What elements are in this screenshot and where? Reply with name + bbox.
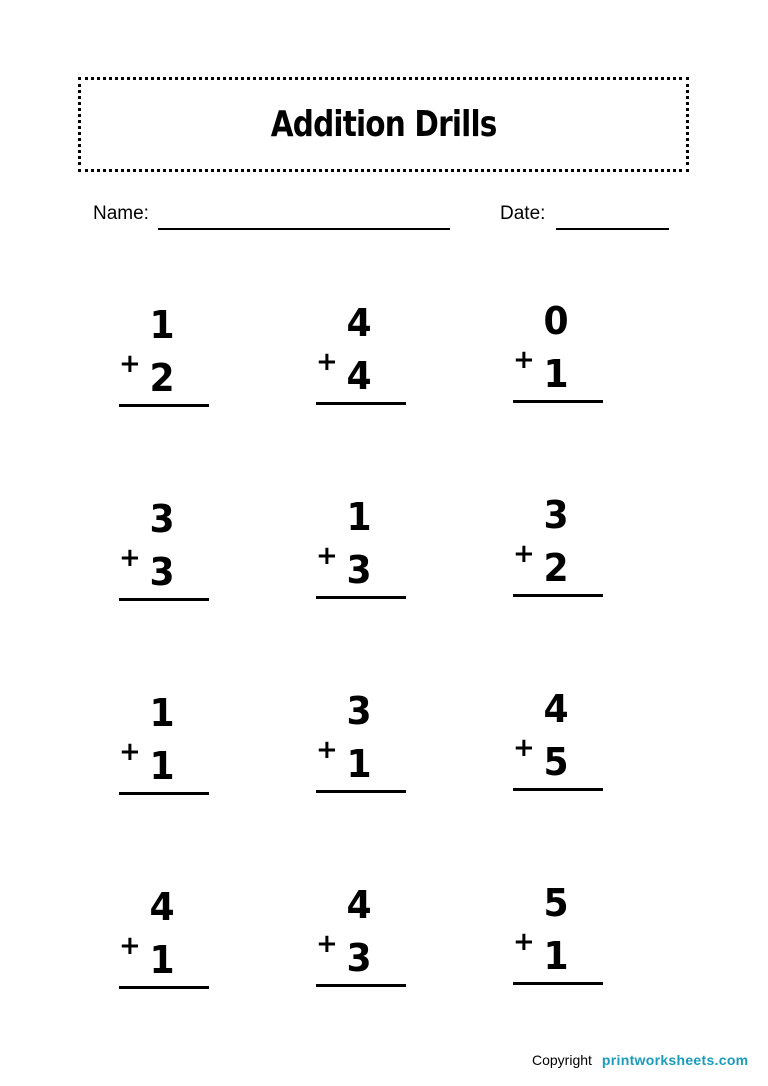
plus-sign: + bbox=[513, 539, 535, 569]
addend-bottom: 1 bbox=[543, 352, 569, 396]
answer-line[interactable] bbox=[119, 598, 209, 601]
answer-line[interactable] bbox=[513, 788, 603, 791]
problem-10 bbox=[119, 887, 219, 997]
addend-bottom: 1 bbox=[149, 938, 175, 982]
answer-line[interactable] bbox=[119, 404, 209, 407]
footer bbox=[532, 1052, 748, 1068]
addend-top: 4 bbox=[543, 687, 569, 731]
addend-bottom: 1 bbox=[346, 742, 372, 786]
addend-bottom: 3 bbox=[346, 548, 372, 592]
answer-line[interactable] bbox=[119, 986, 209, 989]
copyright-label: Copyright bbox=[532, 1052, 592, 1068]
answer-line[interactable] bbox=[513, 594, 603, 597]
problem-4 bbox=[119, 499, 219, 609]
brand-link[interactable]: printworksheets.com bbox=[601, 1052, 749, 1068]
plus-sign: + bbox=[119, 737, 141, 767]
addend-top: 4 bbox=[346, 301, 372, 345]
date-label: Date: bbox=[500, 203, 546, 224]
addend-bottom: 3 bbox=[149, 550, 175, 594]
addend-bottom: 3 bbox=[346, 936, 372, 980]
addend-top: 4 bbox=[346, 883, 372, 927]
addend-top: 1 bbox=[149, 303, 175, 347]
addend-top: 0 bbox=[543, 299, 569, 343]
answer-line[interactable] bbox=[316, 984, 406, 987]
addend-bottom: 1 bbox=[543, 934, 569, 978]
answer-line[interactable] bbox=[316, 790, 406, 793]
plus-sign: + bbox=[316, 347, 338, 377]
addend-bottom: 4 bbox=[346, 354, 372, 398]
problem-6 bbox=[513, 495, 613, 605]
addend-top: 4 bbox=[149, 885, 175, 929]
answer-line[interactable] bbox=[513, 982, 603, 985]
addend-bottom: 2 bbox=[543, 546, 569, 590]
problem-2 bbox=[316, 303, 416, 413]
problem-1 bbox=[119, 305, 219, 415]
answer-line[interactable] bbox=[513, 400, 603, 403]
problem-7 bbox=[119, 693, 219, 803]
addend-bottom: 2 bbox=[149, 356, 175, 400]
problem-11 bbox=[316, 885, 416, 995]
worksheet-title: Addition Drills bbox=[270, 104, 497, 145]
name-label: Name: bbox=[93, 203, 149, 224]
answer-line[interactable] bbox=[316, 402, 406, 405]
title-box bbox=[78, 77, 689, 172]
problem-8 bbox=[316, 691, 416, 801]
plus-sign: + bbox=[513, 345, 535, 375]
problem-3 bbox=[513, 301, 613, 411]
problem-12 bbox=[513, 883, 613, 993]
date-field-line[interactable] bbox=[556, 228, 669, 230]
addend-top: 1 bbox=[346, 495, 372, 539]
plus-sign: + bbox=[513, 927, 535, 957]
addend-top: 3 bbox=[149, 497, 175, 541]
plus-sign: + bbox=[119, 931, 141, 961]
name-field-line[interactable] bbox=[158, 228, 450, 230]
answer-line[interactable] bbox=[316, 596, 406, 599]
problem-5 bbox=[316, 497, 416, 607]
problem-9 bbox=[513, 689, 613, 799]
addend-bottom: 5 bbox=[543, 740, 569, 784]
addend-top: 3 bbox=[543, 493, 569, 537]
addend-top: 3 bbox=[346, 689, 372, 733]
addend-top: 1 bbox=[149, 691, 175, 735]
plus-sign: + bbox=[119, 349, 141, 379]
plus-sign: + bbox=[316, 929, 338, 959]
addend-bottom: 1 bbox=[149, 744, 175, 788]
answer-line[interactable] bbox=[119, 792, 209, 795]
addend-top: 5 bbox=[543, 881, 569, 925]
plus-sign: + bbox=[316, 735, 338, 765]
plus-sign: + bbox=[316, 541, 338, 571]
plus-sign: + bbox=[119, 543, 141, 573]
plus-sign: + bbox=[513, 733, 535, 763]
